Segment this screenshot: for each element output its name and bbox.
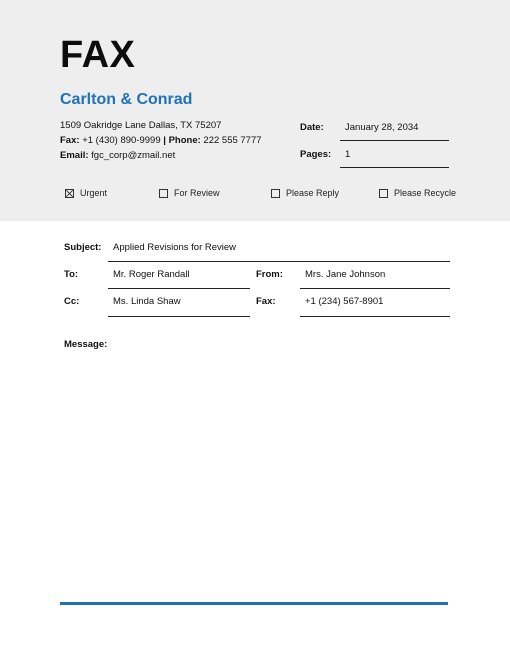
fax-label: Fax: <box>60 135 80 146</box>
footer-accent-rule <box>60 602 448 605</box>
page-title: FAX <box>60 34 136 76</box>
pages-value[interactable]: 1 <box>345 149 351 160</box>
subject-label: Subject: <box>64 242 102 253</box>
checkbox-please-recycle[interactable] <box>379 187 456 199</box>
cc-rule <box>108 316 250 317</box>
company-contact-line <box>60 135 262 147</box>
checkbox-checked-icon[interactable] <box>65 189 74 198</box>
subject-value[interactable]: Applied Revisions for Review <box>113 242 237 253</box>
pages-label: Pages: <box>300 149 332 160</box>
checkbox-label: For Review <box>174 188 220 198</box>
recipient-fax-rule <box>300 316 450 317</box>
date-label: Date: <box>300 122 324 133</box>
checkbox-label: Urgent <box>80 188 108 198</box>
phone-value: 222 555 7777 <box>203 135 262 146</box>
pages-rule <box>340 167 449 168</box>
recipient-fax-value[interactable]: +1 (234) 567-8901 <box>305 296 384 307</box>
from-value[interactable]: Mrs. Jane Johnson <box>305 269 386 280</box>
checkbox-empty-icon[interactable] <box>271 189 280 198</box>
from-label: From: <box>256 269 283 280</box>
email-value: fgc_corp@zmail.net <box>91 150 176 161</box>
from-rule <box>300 288 450 289</box>
company-name: Carlton & Conrad <box>60 91 193 108</box>
separator: | <box>163 135 166 146</box>
recipient-fax-label: Fax: <box>256 296 276 307</box>
company-email-line <box>60 150 175 162</box>
checkbox-label: Please Reply <box>286 188 340 198</box>
checkbox-label: Please Recycle <box>394 188 457 198</box>
fax-value: +1 (430) 890-9999 <box>82 135 161 146</box>
checkbox-for-review[interactable] <box>159 187 220 199</box>
checkbox-please-reply[interactable] <box>271 187 339 199</box>
phone-label: Phone: <box>168 135 201 146</box>
message-label: Message: <box>64 339 108 350</box>
company-address: 1509 Oakridge Lane Dallas, TX 75207 <box>60 120 222 131</box>
date-value[interactable]: January 28, 2034 <box>345 122 419 133</box>
checkbox-empty-icon[interactable] <box>159 189 168 198</box>
to-value[interactable]: Mr. Roger Randall <box>113 269 190 280</box>
to-label: To: <box>64 269 79 280</box>
email-label: Email: <box>60 150 89 161</box>
date-rule <box>340 140 449 141</box>
subject-rule <box>108 261 450 262</box>
to-rule <box>108 288 250 289</box>
cc-label: Cc: <box>64 296 80 307</box>
checkbox-empty-icon[interactable] <box>379 189 388 198</box>
checkbox-urgent[interactable] <box>65 187 107 199</box>
cc-value[interactable]: Ms. Linda Shaw <box>113 296 181 307</box>
